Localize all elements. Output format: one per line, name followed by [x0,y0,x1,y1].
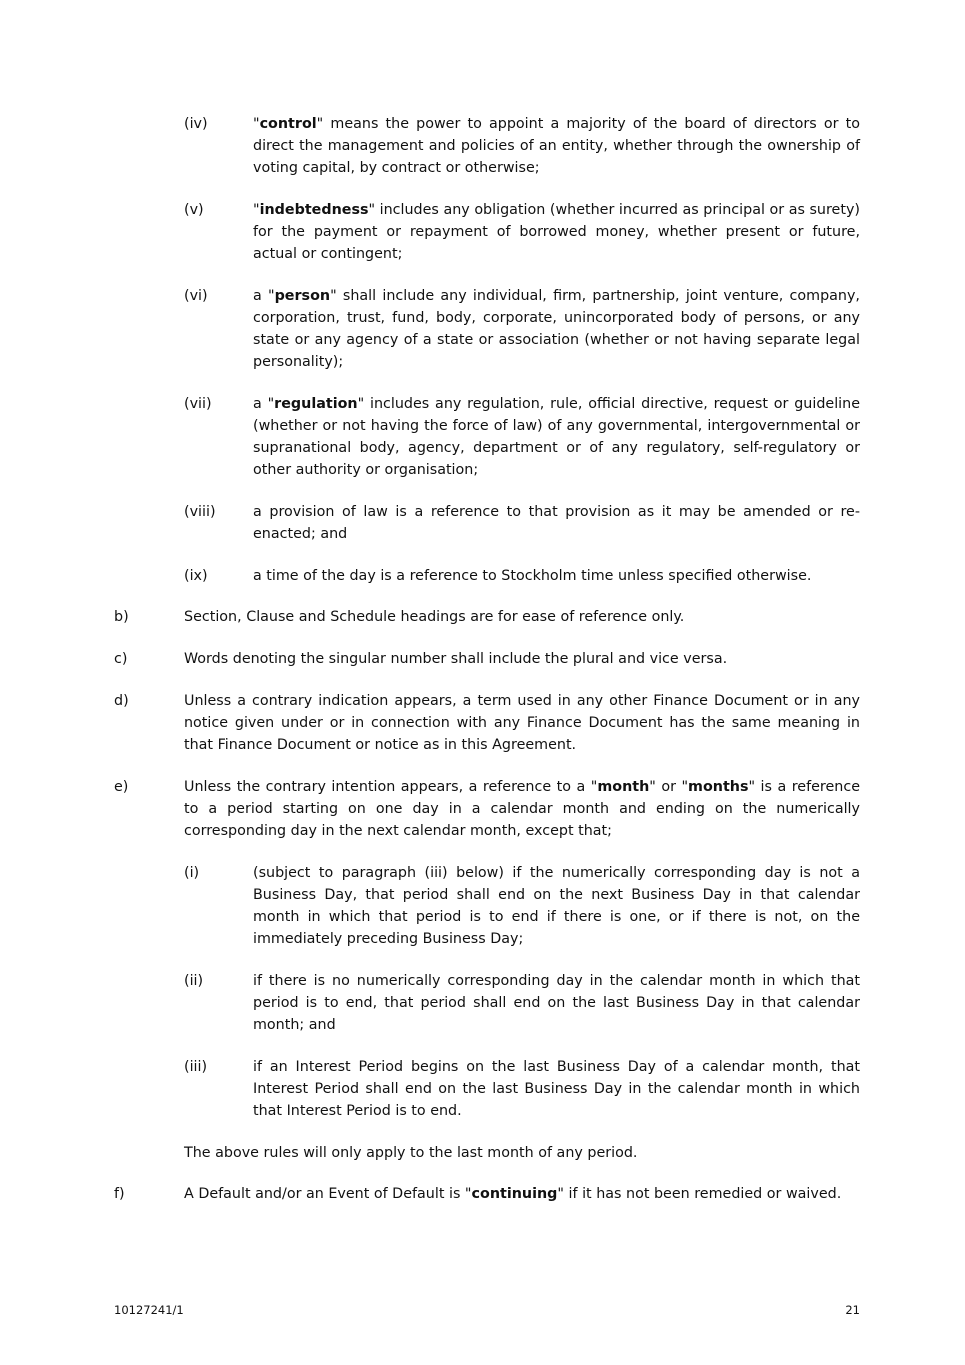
item-text: Section, Clause and Schedule headings are for ease of reference only. [184,609,685,625]
item-number: (v) [184,202,204,218]
item-number: (vii) [184,396,212,412]
item-text: "control" means the power to appoint a majority of the board of directors or to direct the management and policies of an entity, whether through the ownership of voting capital, by contract or otherwise; [253,116,860,176]
item-number: (i) [184,865,200,881]
item-text: (subject to paragraph (iii) below) if the numerically corresponding day is not a Business Day, that period shall end on the next Business Day in that calendar month in which that period is to end if there is one, or if there is not, on the immediately preceding Business Day; [253,865,860,947]
item-number: (vi) [184,288,208,304]
item-number: (viii) [184,504,216,520]
item-text: a "regulation" includes any regulation, rule, official directive, request or guideline (whether or not having the force of law) of any governmental, intergovernmental or supranational body, agency, department or of any regulatory, self-regulatory or other authority or organisation; [253,396,860,478]
item-text: if there is no numerically corresponding day in the calendar month in which that period is to end, that period shall end on the last Business Day in that calendar month; and [253,973,860,1033]
item-text: a provision of law is a reference to that provision as it may be amended or re-enacted; and [253,504,860,542]
item-text: a time of the day is a reference to Stockholm time unless specified otherwise. [253,568,812,584]
page-number: 21 [845,1303,860,1317]
item-number: (iv) [184,116,208,132]
defined-term: person [274,288,331,304]
item-number: b) [114,609,129,625]
defined-term: indebtedness [259,202,369,218]
defined-term: control [259,116,317,132]
item-text: if an Interest Period begins on the last Business Day of a calendar month, that Interest Period shall end on the last Business Day in the calendar month in which that Interest Period is to end. [253,1059,860,1119]
item-text: Unless the contrary intention appears, a reference to a "month" or "months" is a reference to a period starting on one day in a calendar month and ending on the numerically corresponding day in the next calendar month, except that; [184,779,860,839]
item-text: Words denoting the singular number shall include the plural and vice versa. [184,651,728,667]
defined-term: regulation [274,396,358,412]
item-text: A Default and/or an Event of Default is "continuing" if it has not been remedied or waived. [184,1186,842,1202]
item-number: f) [114,1186,125,1202]
item-number: e) [114,779,129,795]
closing-note: The above rules will only apply to the last month of any period. [184,1145,638,1161]
item-text: "indebtedness" includes any obligation (whether incurred as principal or as surety) for the payment or repayment of borrowed money, whether present or future, actual or contingent; [253,202,860,262]
defined-term: months [688,779,749,795]
defined-term: month [597,779,650,795]
item-number: d) [114,693,129,709]
document-reference: 10127241/1 [114,1303,184,1317]
item-number: (ii) [184,973,204,989]
item-number: c) [114,651,128,667]
item-number: (iii) [184,1059,208,1075]
defined-term: continuing [471,1186,558,1202]
item-text: Unless a contrary indication appears, a term used in any other Finance Document or in any notice given under or in connection with any Finance Document has the same meaning in that Finance Document or notice as in this Agreement. [184,693,860,753]
item-text: a "person" shall include any individual, firm, partnership, joint venture, company, corporation, trust, fund, body, corporate, unincorporated body of persons, or any state or any agency of a state or association (whether or not having separate legal personality); [253,288,860,370]
item-number: (ix) [184,568,208,584]
